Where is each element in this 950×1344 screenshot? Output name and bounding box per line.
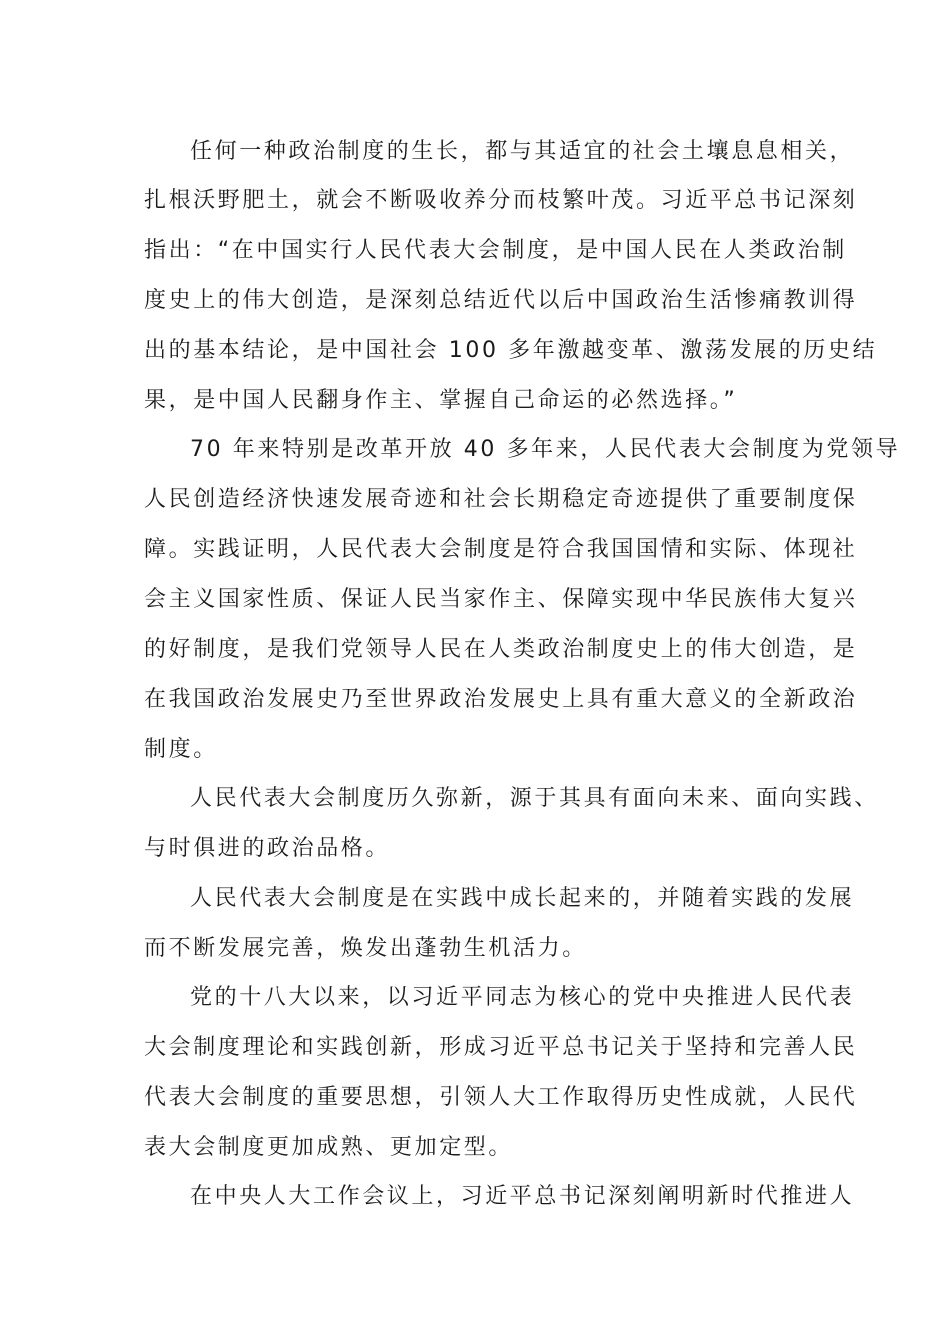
text-line: 党的十八大以来，以习近平同志为核心的党中央推进人民代表 <box>190 985 855 1010</box>
text-line: 而不断发展完善，焕发出蓬勃生机活力。 <box>144 936 587 961</box>
text-line: 障。实践证明，人民代表大会制度是符合我国国情和实际、体现社 <box>144 537 858 562</box>
text-line: 70 年来特别是改革开放 40 多年来，人民代表大会制度为党领导 <box>190 437 901 462</box>
text-line: 果，是中国人民翻身作主、掌握自己命运的必然选择。” <box>144 388 738 413</box>
text-line: 大会制度理论和实践创新，形成习近平总书记关于坚持和完善人民 <box>144 1035 858 1060</box>
text-line: 指出：“在中国实行人民代表大会制度，是中国人民在人类政治制 <box>144 238 847 263</box>
text-line: 人民代表大会制度是在实践中成长起来的，并随着实践的发展 <box>190 886 855 911</box>
text-line: 的好制度，是我们党领导人民在人类政治制度史上的伟大创造，是 <box>144 637 858 662</box>
text-line: 出的基本结论，是中国社会 100 多年激越变革、激荡发展的历史结 <box>144 338 878 363</box>
text-line: 会主义国家性质、保证人民当家作主、保障实现中华民族伟大复兴 <box>144 587 858 612</box>
text-line: 度史上的伟大创造，是深刻总结近代以后中国政治生活惨痛教训得 <box>144 288 858 313</box>
text-line: 制度。 <box>144 737 218 762</box>
text-line: 人民代表大会制度历久弥新，源于其具有面向未来、面向实践、 <box>190 786 879 811</box>
text-line: 任何一种政治制度的生长，都与其适宜的社会土壤息息相关， <box>190 139 855 164</box>
text-line: 在我国政治发展史乃至世界政治发展史上具有重大意义的全新政治 <box>144 687 858 712</box>
text-line: 人民创造经济快速发展奇迹和社会长期稳定奇迹提供了重要制度保 <box>144 487 858 512</box>
text-line: 表大会制度更加成熟、更加定型。 <box>144 1135 514 1160</box>
text-line: 与时俱进的政治品格。 <box>144 836 391 861</box>
text-line: 在中央人大工作会议上，习近平总书记深刻阐明新时代推进人 <box>190 1184 855 1209</box>
text-line: 扎根沃野肥土，就会不断吸收养分而枝繁叶茂。习近平总书记深刻 <box>144 188 858 213</box>
text-line: 代表大会制度的重要思想，引领人大工作取得历史性成就，人民代 <box>144 1085 858 1110</box>
